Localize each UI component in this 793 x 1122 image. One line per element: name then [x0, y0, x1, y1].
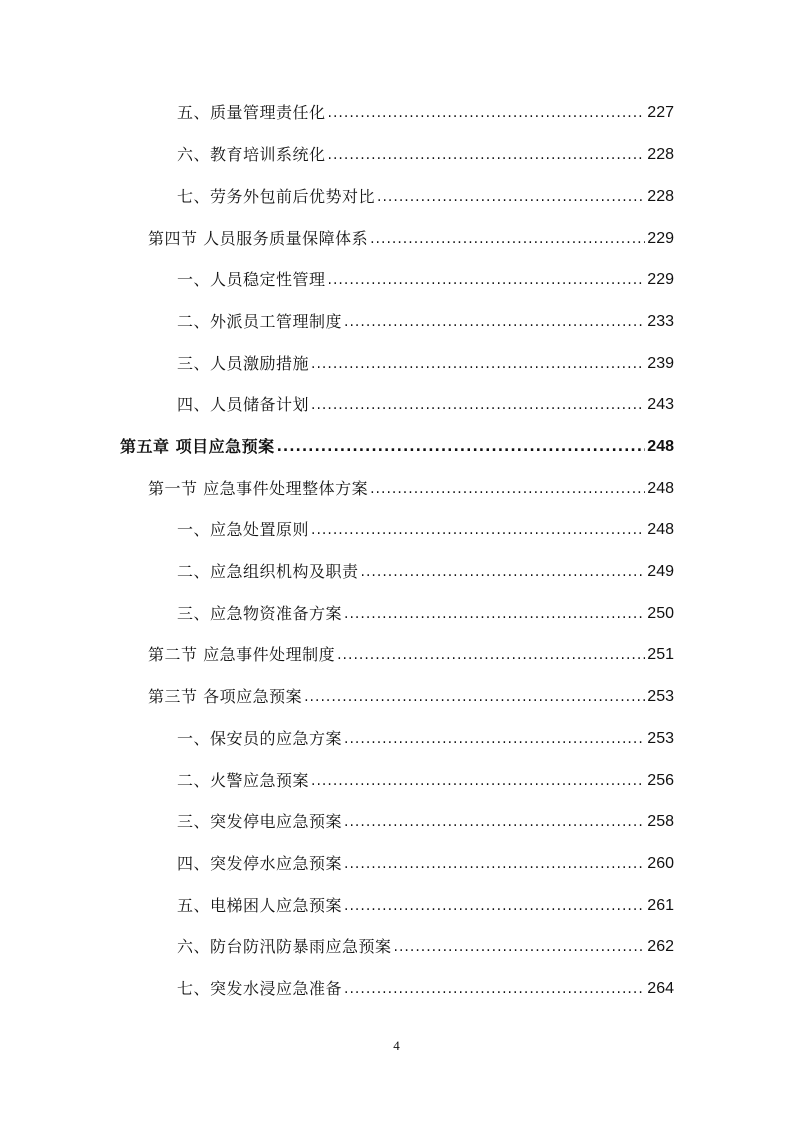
toc-entry-title: 第五章 项目应急预案 [120, 437, 275, 456]
toc-entry-page: 261 [647, 897, 674, 914]
toc-entry-page: 229 [647, 271, 674, 288]
toc-entry[interactable] [148, 681, 674, 707]
toc-entry-page: 228 [647, 188, 674, 205]
toc-dot-leader [311, 771, 645, 791]
toc-entry-title: 第四节 人员服务质量保障体系 [148, 229, 369, 248]
toc-entry[interactable] [177, 806, 674, 832]
toc-entry-title: 五、质量管理责任化 [177, 103, 326, 122]
toc-entry-page: 262 [647, 938, 674, 955]
toc-entry-title: 七、劳务外包前后优势对比 [177, 187, 376, 206]
toc-entry[interactable] [148, 473, 674, 499]
toc-entry-title: 三、人员激励措施 [177, 354, 310, 373]
toc-dot-leader [361, 562, 646, 582]
toc-dot-leader [304, 687, 645, 707]
toc-entry[interactable] [177, 306, 674, 332]
toc-entry-title: 四、人员储备计划 [177, 395, 310, 414]
toc-entry-page: 256 [647, 772, 674, 789]
toc-entry[interactable] [177, 973, 674, 999]
toc-entry-page: 248 [647, 438, 674, 455]
toc-entry[interactable] [177, 556, 674, 582]
toc-dot-leader [311, 520, 645, 540]
toc-entry-title: 二、外派员工管理制度 [177, 312, 343, 331]
toc-entry-page: 253 [647, 688, 674, 705]
toc-entry-page: 258 [647, 813, 674, 830]
toc-entry[interactable] [177, 848, 674, 874]
toc-entry-page: 229 [647, 230, 674, 247]
toc-entry-page: 264 [647, 980, 674, 997]
toc-dot-leader [344, 979, 645, 999]
toc-entry[interactable] [177, 264, 674, 290]
toc-entry-page: 250 [647, 605, 674, 622]
toc-entry-page: 248 [647, 480, 674, 497]
toc-entry-page: 228 [647, 146, 674, 163]
toc-dot-leader [337, 645, 645, 665]
toc-entry[interactable] [177, 890, 674, 916]
toc-dot-leader [311, 354, 645, 374]
toc-entry-title: 五、电梯困人应急预案 [177, 896, 343, 915]
toc-entry[interactable] [177, 723, 674, 749]
toc-entry-title: 第三节 各项应急预案 [148, 687, 303, 706]
toc-entry-title: 四、突发停水应急预案 [177, 854, 343, 873]
toc-entry-chapter[interactable] [120, 431, 674, 457]
toc-entry-title: 三、应急物资准备方案 [177, 604, 343, 623]
toc-dot-leader [344, 854, 645, 874]
toc-entry-title: 二、火警应急预案 [177, 771, 310, 790]
toc-entry[interactable] [148, 223, 674, 249]
toc-entry-title: 六、防台防汛防暴雨应急预案 [177, 937, 392, 956]
toc-entry-title: 第一节 应急事件处理整体方案 [148, 479, 369, 498]
toc-dot-leader [277, 437, 646, 457]
toc-entry[interactable] [177, 514, 674, 540]
toc-dot-leader [344, 896, 645, 916]
toc-entry-page: 239 [647, 355, 674, 372]
toc-entry-page: 227 [647, 104, 674, 121]
toc-entry-page: 260 [647, 855, 674, 872]
toc-entry-title: 第二节 应急事件处理制度 [148, 645, 336, 664]
toc-entry-title: 七、突发水浸应急准备 [177, 979, 343, 998]
toc-dot-leader [344, 312, 645, 332]
toc-entry-title: 一、应急处置原则 [177, 520, 310, 539]
toc-entry[interactable] [177, 97, 674, 123]
toc-entry-page: 233 [647, 313, 674, 330]
toc-dot-leader [370, 229, 645, 249]
toc-entry-title: 一、人员稳定性管理 [177, 270, 326, 289]
toc-entry[interactable] [177, 389, 674, 415]
toc-dot-leader [328, 103, 646, 123]
toc-entry-title: 一、保安员的应急方案 [177, 729, 343, 748]
toc-dot-leader [328, 270, 646, 290]
toc-entry-title: 六、教育培训系统化 [177, 145, 326, 164]
toc-entry-page: 249 [647, 563, 674, 580]
toc-entry[interactable] [177, 139, 674, 165]
toc-entry[interactable] [177, 181, 674, 207]
toc-dot-leader [377, 187, 645, 207]
toc-entry[interactable] [177, 931, 674, 957]
toc-entry[interactable] [177, 348, 674, 374]
toc-entry-page: 253 [647, 730, 674, 747]
toc-dot-leader [344, 604, 645, 624]
toc-dot-leader [328, 145, 646, 165]
toc-dot-leader [394, 937, 646, 957]
toc-dot-leader [344, 812, 645, 832]
toc-entry-title: 三、突发停电应急预案 [177, 812, 343, 831]
page-number: 4 [393, 1038, 400, 1053]
toc-entry[interactable] [177, 598, 674, 624]
toc-entry-title: 二、应急组织机构及职责 [177, 562, 359, 581]
toc-dot-leader [311, 395, 645, 415]
toc-dot-leader [370, 479, 645, 499]
toc-entry[interactable] [148, 639, 674, 665]
toc-entry-page: 248 [647, 521, 674, 538]
toc-entry-page: 251 [647, 646, 674, 663]
toc-entry[interactable] [177, 765, 674, 791]
toc-dot-leader [344, 729, 645, 749]
toc-entry-page: 243 [647, 396, 674, 413]
